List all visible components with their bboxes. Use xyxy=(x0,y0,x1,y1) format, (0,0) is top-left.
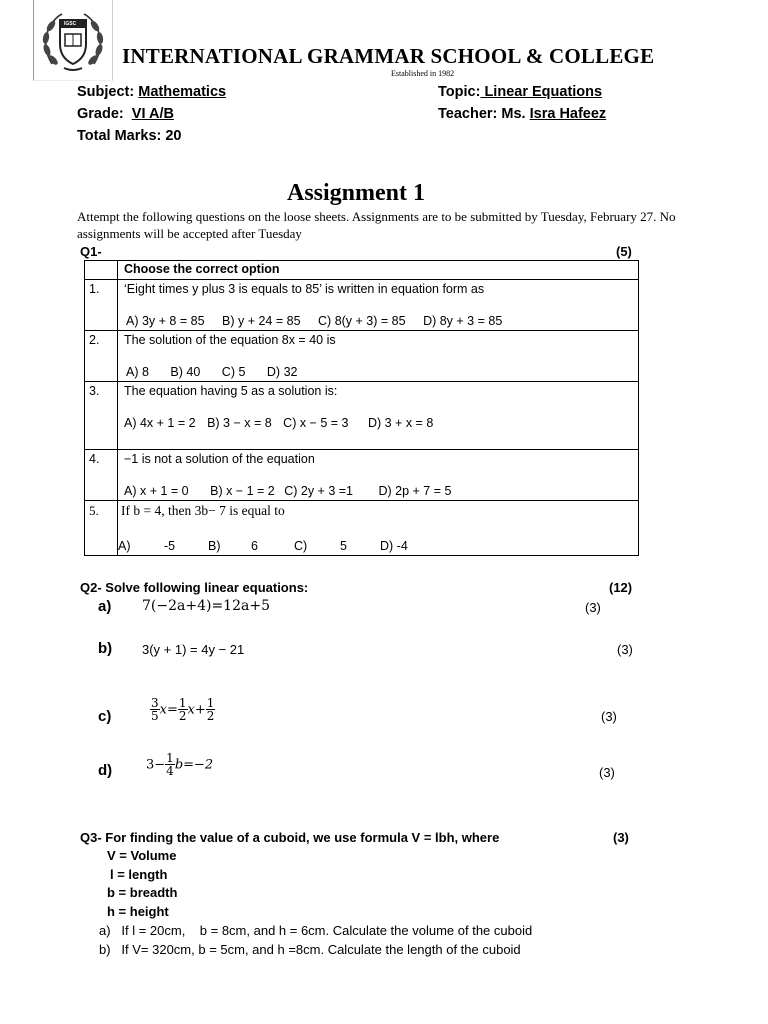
table-row xyxy=(85,501,639,556)
subject-value: Mathematics xyxy=(138,84,227,100)
question-cell xyxy=(118,501,639,556)
option-a: A) x + 1 = 0 xyxy=(124,484,189,498)
q2d-label: d) xyxy=(98,762,113,779)
subject-line xyxy=(77,84,226,100)
q2d-equation: 3− $\frac{1}{4}$ b=−2 xyxy=(146,751,214,778)
option-c: C) 8(y + 3) = 85 xyxy=(318,314,406,328)
topic-label: Topic: xyxy=(438,84,481,100)
logo-text: IGSC xyxy=(64,21,77,27)
assignment-title: Assignment 1 xyxy=(286,180,425,206)
question-number: 3. xyxy=(85,382,118,450)
option-a-label: A) xyxy=(118,539,131,553)
fraction: $\frac{3}{5}$ xyxy=(151,696,159,723)
option-b-label: B) xyxy=(208,539,221,553)
table-header-row xyxy=(85,261,639,280)
q3-def-length: l = length xyxy=(110,867,168,882)
fraction: $\frac{1}{2}$ xyxy=(206,696,215,723)
table-row xyxy=(85,450,639,501)
q2a-equation: 7(−2a+4)=12a+5 xyxy=(142,598,270,614)
q2c-equation: $\frac{3}{5}$ x= $\frac{1}{2}$ x+ $\frac{1}{2}$ xyxy=(151,696,215,723)
q3-def-breadth: b = breadth xyxy=(107,885,178,900)
option-c-value: 5 xyxy=(340,539,347,553)
q3-part-b: b) If V= 320cm, b = 5cm, and h =8cm. Calculate the length of the cuboid xyxy=(99,942,521,957)
option-c: C) 5 xyxy=(221,365,246,379)
option-d: D) 32 xyxy=(266,365,298,379)
q2d-marks: (3) xyxy=(599,765,615,780)
question-cell xyxy=(118,331,639,382)
topic-value: Linear Equations xyxy=(480,84,603,100)
option-a-value: -5 xyxy=(164,539,176,553)
question-cell xyxy=(118,280,639,331)
question-text: ‘Eight times y plus 3 is equals to 85’ is written in equation form as xyxy=(124,282,485,296)
options-row xyxy=(126,365,311,379)
question-cell xyxy=(118,382,639,450)
option-c: C) x − 5 = 3 xyxy=(283,416,349,430)
question-number: 5. xyxy=(85,501,118,556)
q3-def-volume: V = Volume xyxy=(107,848,177,863)
option-a: A) 8 xyxy=(126,365,149,379)
option-a: A) 3y + 8 = 85 xyxy=(126,314,205,328)
mcq-table xyxy=(84,260,639,556)
q1-marks: (5) xyxy=(616,244,632,259)
options-row xyxy=(118,539,408,553)
option-b: B) 40 xyxy=(170,365,201,379)
question-text: The solution of the equation 8x = 40 is xyxy=(124,333,336,347)
q2a-label: a) xyxy=(98,598,112,615)
question-text: If b = 4, then 3b− 7 is equal to xyxy=(121,503,285,518)
option-c-label: C) xyxy=(294,539,308,553)
grade-line xyxy=(77,106,174,122)
question-text: The equation having 5 as a solution is: xyxy=(124,384,338,398)
option-b: B) x − 1 = 2 xyxy=(210,484,275,498)
question-text: −1 is not a solution of the equation xyxy=(124,452,315,466)
school-logo xyxy=(40,8,106,74)
q2-marks: (12) xyxy=(609,580,633,595)
options-row xyxy=(124,416,447,430)
q2b-equation: 3(y + 1) = 4y − 21 xyxy=(142,642,245,657)
q3-part-a: a) If l = 20cm, b = 8cm, and h = 6cm. Calculate the volume of the cuboid xyxy=(99,923,533,938)
question-number: 4. xyxy=(85,450,118,501)
instructions: Attempt the following questions on the loose sheets. Assignments are to be submitted by Tuesday, February 27. No assignments will be accepted after Tuesday xyxy=(77,209,676,241)
q2c-marks: (3) xyxy=(601,709,617,724)
q2c-label: c) xyxy=(98,708,112,725)
established-text: Established in 1982 xyxy=(391,69,455,78)
grade-value: VI A/B xyxy=(131,106,174,122)
subject-label: Subject: xyxy=(77,84,135,100)
q2b-label: b) xyxy=(98,640,113,657)
table-row xyxy=(85,382,639,450)
option-c: C) 2y + 3 =1 xyxy=(284,484,354,498)
option-b: B) y + 24 = 85 xyxy=(222,314,301,328)
table-header-text: Choose the correct option xyxy=(118,261,639,280)
teacher-value: Isra Hafeez xyxy=(529,106,607,122)
option-b-value: 6 xyxy=(251,539,258,553)
option-a: A) 4x + 1 = 2 xyxy=(124,416,196,430)
q2a-marks: (3) xyxy=(585,600,601,615)
table-row xyxy=(85,331,639,382)
option-d: D) 8y + 3 = 85 xyxy=(423,314,503,328)
q3-marks: (3) xyxy=(613,830,629,845)
table-row xyxy=(85,280,639,331)
option-d: D) -4 xyxy=(380,539,408,553)
question-number: 1. xyxy=(85,280,118,331)
q2-label: Q2- Solve following linear equations: xyxy=(80,580,309,595)
q3-def-height: h = height xyxy=(107,904,169,919)
question-cell xyxy=(118,450,639,501)
option-d: D) 2p + 7 = 5 xyxy=(378,484,452,498)
topic-line xyxy=(438,84,602,100)
teacher-label: Teacher: Ms. xyxy=(438,106,526,122)
fraction: $\frac{1}{4}$ xyxy=(166,751,174,778)
option-d: D) 3 + x = 8 xyxy=(367,416,434,430)
q1-label: Q1- xyxy=(80,244,102,259)
options-row xyxy=(126,314,516,328)
table-header-num xyxy=(85,261,118,280)
school-name: INTERNATIONAL GRAMMAR SCHOOL & COLLEGE xyxy=(122,44,655,68)
fraction: $\frac{1}{2}$ xyxy=(178,696,187,723)
total-marks: Total Marks: 20 xyxy=(77,128,182,144)
q2b-marks: (3) xyxy=(617,642,633,657)
grade-label: Grade: xyxy=(77,106,124,122)
q3-label: Q3- For finding the value of a cuboid, we use formula V = lbh, where xyxy=(80,830,500,845)
option-b: B) 3 − x = 8 xyxy=(207,416,272,430)
options-row xyxy=(124,484,465,498)
teacher-line xyxy=(438,106,606,122)
question-number: 2. xyxy=(85,331,118,382)
